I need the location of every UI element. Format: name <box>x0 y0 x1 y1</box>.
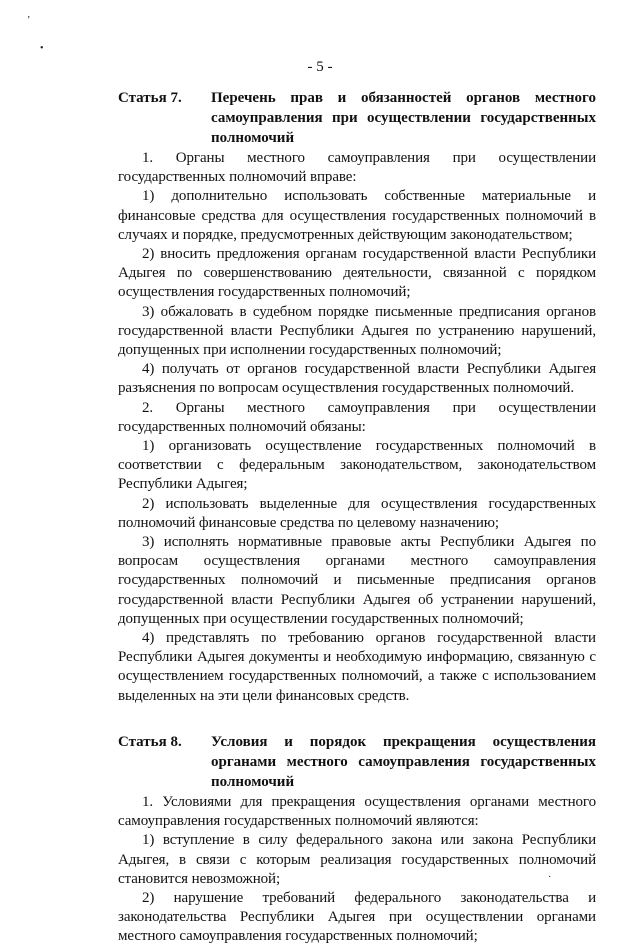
article-7-item-2-2: 2) использовать выделенные для осуществления государственных полномочий финансовые средства по целевому назначению; <box>118 495 596 531</box>
article-7-paragraph-2: 2. Органы местного самоуправления при осуществлении государственных полномочий обязаны: <box>118 399 596 435</box>
article-7-item-1-4: 4) получать от органов государственной власти Республики Адыгея разъяснения по вопросам осуществления государственных полномочий. <box>118 361 596 397</box>
article-8-title: Условия и порядок прекращения осуществления органами местного самоуправления государственных полномочий <box>211 733 596 790</box>
article-7-heading <box>118 88 596 148</box>
article-7-item-2-1: 1) организовать осуществление государственных полномочий в соответствии с федеральным законодательством, законодательством Республики Адыгея; <box>118 438 596 493</box>
article-8-item-1-1: 1) вступление в силу федерального закона или закона Республики Адыгея, в связи с которым реализация государственных полномочий становится невозможной; <box>118 832 596 887</box>
article-7-item-1-3: 3) обжаловать в судебном порядке письменные предписания органов государственной власти Республики Адыгея по устранению нарушений, допущенных при исполнении государственных полномочий; <box>118 303 596 359</box>
article-7-item-1-1: 1) дополнительно использовать собственные материальные и финансовые средства для осуществления государственных полномочий в случаях и порядке, предусмотренных действующим законодательством; <box>118 188 596 243</box>
article-7-item-2-4: 4) представлять по требованию органов государственной власти Республики Адыгея документы и необходимую информацию, связанную с осуществлением государственных полномочий, а также с использованием выделенных на эти цели финансовых средств. <box>118 630 596 704</box>
article-7-paragraph-1: 1. Органы местного самоуправления при осуществлении государственных полномочий вправе: <box>118 150 596 186</box>
article-8-label: Статья 8. <box>118 733 182 750</box>
document-body <box>118 88 596 947</box>
page-number: - 5 - <box>307 59 333 75</box>
article-7-item-1-2: 2) вносить предложения органам государственной власти Республики Адыгея по совершенствованию деятельности, связанной с порядком осуществления государственных полномочий; <box>118 246 596 301</box>
article-7-label: Статья 7. <box>118 90 182 106</box>
scan-mark: · <box>548 872 552 883</box>
scan-mark: ’ <box>27 15 31 26</box>
scan-mark: • <box>40 43 44 54</box>
article-7-title: Перечень прав и обязанностей органов местного самоуправления при осуществлении государственных полномочий <box>211 90 596 146</box>
article-7-item-2-3: 3) исполнять нормативные правовые акты Республики Адыгея по вопросам осуществления органами местного самоуправления государственных полномочий и письменные предписания органов государственной власти Республики Адыгея об устранении нарушений, допущенных при осуществлении государственных полномочий; <box>118 534 596 627</box>
article-8-paragraph-1: 1. Условиями для прекращения осуществления органами местного самоуправления государственных полномочий являются: <box>118 793 596 830</box>
article-8-heading <box>118 732 596 792</box>
article-spacer <box>118 706 596 732</box>
article-8-item-1-2: 2) нарушение требований федерального законодательства и законодательства Республики Адыгея при осуществлении органами местного самоуправления государственных полномочий; <box>118 889 596 945</box>
